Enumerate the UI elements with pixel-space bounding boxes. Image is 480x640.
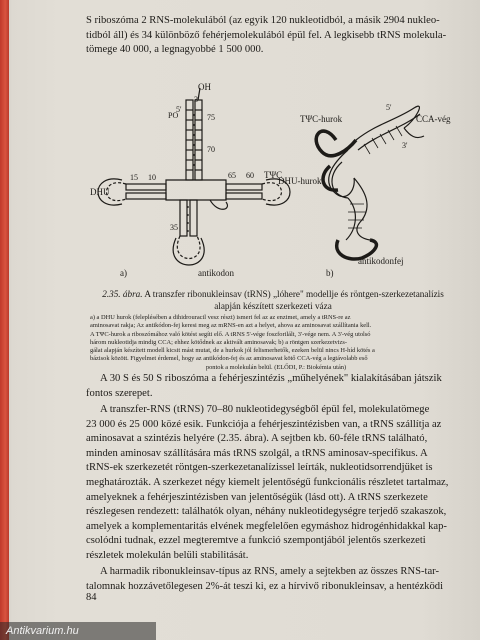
para2-line: csolódni tudnak, ezzel megteremtve a funkció szempontjából jelentős szerkezeti — [86, 535, 426, 547]
tpc-hurok-label: TΨC-hurok — [300, 114, 343, 124]
num-65: 65 — [228, 171, 236, 180]
para2-line: minden aminosav szállítására más tRNS szolgál, a tRNS aminosav-specifikus. A — [86, 447, 428, 459]
para2-line: részletek molekulán belüli stabilitását. — [86, 549, 249, 561]
panel-a-label: a) — [120, 268, 127, 278]
para2-line: amelyek a komplementaritás elvének megfelelően egymáshoz hidrogénhidakkal kap- — [86, 520, 447, 532]
note-line: gálat alapján készített modell kicsit mást mutat, de a hurkok jól felismerhetők, ezeken belül nincs H-híd kötés a — [90, 347, 375, 355]
oh-label: OH — [198, 82, 211, 92]
body-paragraph-1 — [86, 372, 454, 401]
dhu-label: DHU — [90, 187, 110, 197]
po4-label: PO — [168, 111, 179, 120]
cloverleaf-dots — [187, 114, 195, 232]
intro-line: S riboszóma 2 RNS-molekulából (az egyik 120 nukleotidból, a másik 2904 nukleo- — [86, 15, 440, 26]
three-prime-label-b: 3' — [402, 141, 408, 150]
intro-line: tidból áll) és 34 különböző fehérjemolekulából épül fel. A legkisebb tRNS molekula- — [86, 29, 447, 41]
para3-line: A harmadik ribonukleinsav-típus az RNS, amely a sejtekben az összes RNS-tar- — [100, 566, 439, 577]
num-35: 35 — [170, 223, 178, 232]
caption-line-2: alapján készített szerkezeti váza — [214, 301, 332, 311]
para1-line: A 30 S és 50 S riboszóma a fehérjeszintézis „műhelyének" kialakításában játszik — [100, 373, 442, 384]
para2-line: meghatározták. A szerkezet négy kiemelt jelentőségű funkcionális részletet tartalmaz, — [86, 476, 449, 488]
page-red-edge — [0, 0, 9, 640]
xray-model — [316, 106, 424, 259]
para3-line: talomnak hozzávetőlegesen 2%-át teszi ki, ez a hírvivő ribonukleinsav, a hentézködi — [86, 580, 444, 592]
antikodonfej-label: antikodonfej — [358, 256, 404, 266]
dhu-hurok-label: DHU-hurok — [278, 176, 322, 186]
panel-b-label: b) — [326, 268, 334, 278]
note-line: a) a DHU hurok (feleplésében a dihidrouracil vesz részt) ismeri fel az az enzimet, amely a tRNS-re az — [90, 314, 351, 321]
five-prime-label-a: 5' — [176, 105, 182, 114]
page-number: 84 — [86, 592, 97, 603]
caption-label: 2.35. ábra. — [102, 289, 143, 299]
caption-note — [90, 314, 462, 372]
note-line: pontok a molekulán belül. (ELŐDI, P.: Biokémia után) — [205, 363, 347, 371]
trna-figure — [86, 80, 466, 280]
para2-line: aminosavat a szintézis helyére (2.35. ábra). A sejtben kb. 60-féle tRNS található, — [86, 433, 428, 445]
figure-caption — [98, 288, 448, 312]
note-line: aminosavat rakja; Az antikódon-fej keresi meg az mRNS-en azt a helyet, ahova az aminosavat szállítania kell. — [90, 322, 372, 330]
num-75: 75 — [207, 113, 215, 122]
three-prime-label-a: 3' — [194, 95, 200, 104]
num-10: 10 — [148, 173, 156, 182]
num-15: 15 — [130, 173, 138, 182]
num-60: 60 — [246, 171, 254, 180]
tpc-label: TΨC — [264, 170, 283, 180]
note-line: három nukleotidja mindig CCA; ehhez kötődnek az aktivált aminosavak; b) a röntgen szerkezetvizs- — [90, 338, 347, 346]
note-line: A TΨC-hurok a riboszómához való kötést segíti elő. A tRNS 5'-vége foszforilált, 3'-vége nem. A 3'-vég utolsó — [90, 330, 371, 338]
intro-paragraph — [86, 14, 454, 58]
para2-line: részlegesen rendezett: találhatók olyan, néhány nukleotidegységre terjedő szakaszok, — [86, 506, 447, 518]
watermark-logo: Antikvarium.hu — [0, 622, 156, 640]
antikodon-label: antikodon — [198, 268, 234, 278]
cca-veg-label: CCA-vég — [416, 114, 451, 124]
para2-line: 23 000 és 25 000 közé esik. Funkciója a fehérjeszintézisben van, a tRNS szállítja az — [86, 418, 442, 430]
body-paragraph-3 — [86, 565, 454, 594]
num-70: 70 — [207, 145, 215, 154]
para2-line: amelyeknek a fehérjeszintézisben van jelentőségük (lásd ott). A tRNS szerkezete — [86, 491, 428, 503]
body-paragraph-2 — [86, 403, 454, 564]
para1-line: fontos szerepet. — [86, 387, 153, 399]
para2-line: tRNS-ek szerkezetét röntgen-szerkezetanalízissel leírták, nukleotidsorrendjüket is — [86, 462, 433, 474]
para2-line: A transzfer-RNS (tRNS) 70–80 nukleotidegységből épül fel, molekulatömege — [100, 404, 430, 415]
caption-line-1: 2.35. ábra. A transzfer ribonukleinsav (tRNS) „lóhere" modellje és röntgen-szerkezetanalízis — [102, 289, 444, 299]
five-prime-label-b: 5' — [386, 103, 392, 112]
note-line: bázisok között. Figyelmet érdemel, hogy az antikódon-fej és az aminosavat kötő CCA-vég a legtávolabb eső — [90, 355, 368, 363]
intro-line: tömege 40 000, a legnagyobbé 1 500 000. — [86, 44, 264, 56]
